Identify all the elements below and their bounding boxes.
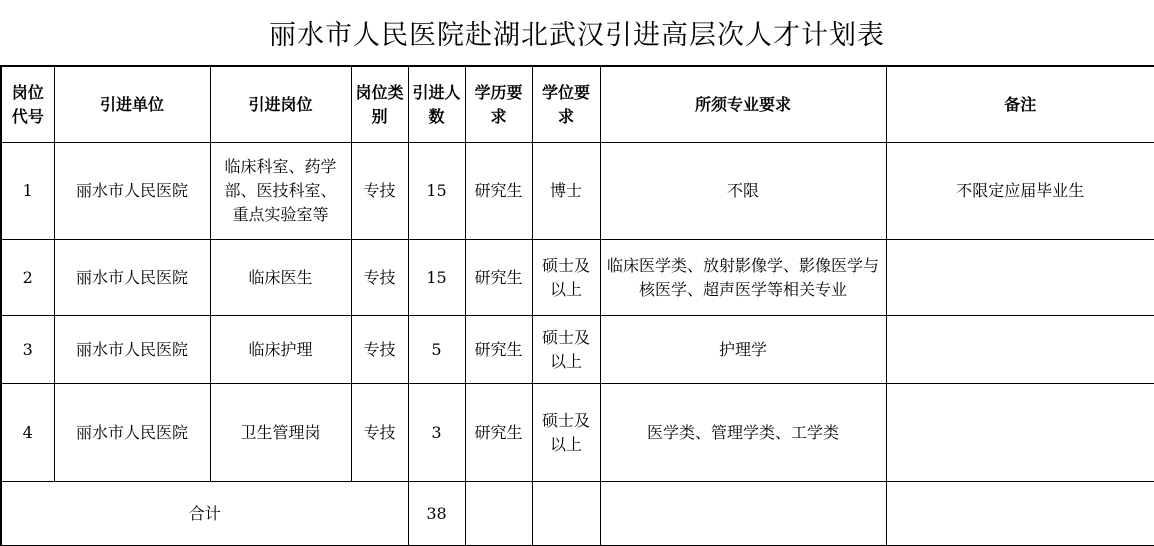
cell-degree: 硕士及以上 [532,316,600,384]
cell-unit: 丽水市人民医院 [54,316,210,384]
total-empty-remark [886,482,1154,546]
cell-unit: 丽水市人民医院 [54,143,210,240]
cell-category: 专技 [351,240,408,316]
cell-major: 护理学 [600,316,886,384]
cell-major: 医学类、管理学类、工学类 [600,384,886,482]
total-row [1,482,1154,546]
cell-category: 专技 [351,316,408,384]
cell-degree: 硕士及以上 [532,240,600,316]
table-row [1,316,1154,384]
header-remark: 备注 [886,67,1154,143]
header-row [1,67,1154,143]
table-row [1,384,1154,482]
header-education: 学历要求 [465,67,532,143]
total-empty-major [600,482,886,546]
header-count: 引进人数 [408,67,465,143]
total-label: 合计 [1,482,408,546]
cell-code: 2 [1,240,54,316]
cell-degree: 硕士及以上 [532,384,600,482]
header-code: 岗位代号 [1,67,54,143]
cell-remark: 不限定应届毕业生 [886,143,1154,240]
header-position: 引进岗位 [210,67,351,143]
cell-count: 3 [408,384,465,482]
header-unit: 引进单位 [54,67,210,143]
cell-degree: 博士 [532,143,600,240]
cell-unit: 丽水市人民医院 [54,384,210,482]
cell-remark [886,316,1154,384]
cell-count: 15 [408,240,465,316]
cell-major: 临床医学类、放射影像学、影像医学与核医学、超声医学等相关专业 [600,240,886,316]
header-category: 岗位类别 [351,67,408,143]
cell-code: 3 [1,316,54,384]
cell-category: 专技 [351,384,408,482]
table-row [1,240,1154,316]
cell-unit: 丽水市人民医院 [54,240,210,316]
cell-category: 专技 [351,143,408,240]
header-major: 所须专业要求 [600,67,886,143]
cell-count: 15 [408,143,465,240]
total-empty-education [465,482,532,546]
cell-education: 研究生 [465,316,532,384]
cell-major: 不限 [600,143,886,240]
cell-position: 临床科室、药学部、医技科室、重点实验室等 [210,143,351,240]
talent-plan-table [0,66,1154,546]
cell-remark [886,240,1154,316]
cell-count: 5 [408,316,465,384]
cell-code: 1 [1,143,54,240]
table-row [1,143,1154,240]
total-count: 38 [408,482,465,546]
cell-education: 研究生 [465,143,532,240]
cell-education: 研究生 [465,240,532,316]
cell-position: 临床护理 [210,316,351,384]
total-empty-degree [532,482,600,546]
header-degree: 学位要求 [532,67,600,143]
table-title: 丽水市人民医院赴湖北武汉引进高层次人才计划表 [0,0,1154,66]
cell-code: 4 [1,384,54,482]
cell-position: 卫生管理岗 [210,384,351,482]
cell-position: 临床医生 [210,240,351,316]
cell-remark [886,384,1154,482]
cell-education: 研究生 [465,384,532,482]
